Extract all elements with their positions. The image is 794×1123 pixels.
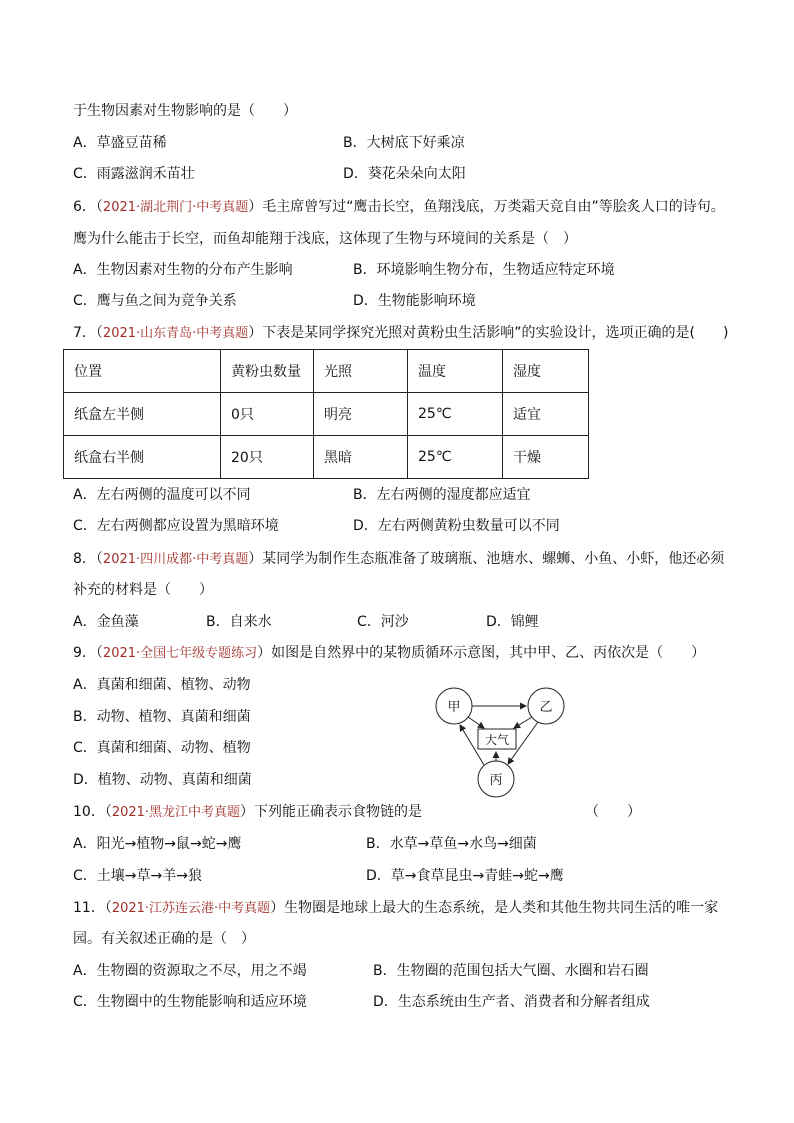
q9-option-d: D．植物、动物、真菌和细菌 <box>73 772 252 788</box>
q11-option-b: B．生物圈的范围包括大气圈、水圈和岩石圈 <box>373 963 649 979</box>
table-cell: 黑暗 <box>314 436 408 479</box>
q10-answer-blank: （ ） <box>585 804 641 820</box>
q8-option-a: A．金鱼藻 <box>73 614 139 630</box>
q11-stem-line2: 园。有关叙述正确的是（ ） <box>73 931 255 947</box>
q9-option-a: A．真菌和细菌、植物、动物 <box>73 677 251 693</box>
label-jia: 甲 <box>447 700 461 715</box>
q6-source: 2021·湖北荆门·中考真题 <box>102 200 249 215</box>
q8-source: 2021·四川成都·中考真题 <box>102 552 249 567</box>
q5-option-b: B．大树底下好乘凉 <box>343 135 465 151</box>
table-header-cell: 光照 <box>314 350 408 393</box>
q9-stem <box>73 643 705 664</box>
q5-option-a: A．草盛豆苗稀 <box>73 135 167 151</box>
table-header-cell: 湿度 <box>503 350 589 393</box>
q10-option-a: A．阳光→植物→鼠→蛇→鹰 <box>73 836 242 852</box>
label-bing: 丙 <box>489 773 503 788</box>
experiment-table <box>63 349 589 479</box>
q10-stem <box>73 802 422 823</box>
table-cell: 20只 <box>221 436 314 479</box>
q8-stem-line1 <box>73 549 724 570</box>
q11-option-a: A．生物圈的资源取之不尽，用之不竭 <box>73 963 307 979</box>
q5-stem: 于生物因素对生物影响的是（ ） <box>73 103 297 119</box>
q8-option-b: B．自来水 <box>206 614 272 630</box>
table-cell: 纸盒左半侧 <box>64 393 221 436</box>
q7-stem-text: ）下表是某同学探究光照对黄粉虫生活影响”的实验设计，选项正确的是( ) <box>248 325 729 341</box>
arrow-jia-to-atmosphere <box>468 717 484 728</box>
q10-option-c: C．土壤→草→羊→狼 <box>73 868 202 884</box>
q8-stem-text: ）某同学为制作生态瓶准备了玻璃瓶、池塘水、螺蛳、小鱼、小虾，他还必须 <box>248 551 725 567</box>
q9-stem-text: ）如图是自然界中的某物质循环示意图，其中甲、乙、丙依次是（ ） <box>257 645 706 661</box>
table-header-row <box>64 350 589 393</box>
q10-stem-text: ）下列能正确表示食物链的是 <box>240 804 423 820</box>
q6-option-d: D．生物能影响环境 <box>353 293 476 309</box>
arrow-yi-to-atmosphere <box>514 717 532 728</box>
q7-option-a: A．左右两侧的温度可以不同 <box>73 487 251 503</box>
table-cell: 0只 <box>221 393 314 436</box>
q7-source: 2021·山东青岛·中考真题 <box>102 326 249 341</box>
q11-stem-line1 <box>73 898 718 919</box>
q8-option-c: C．河沙 <box>357 614 409 630</box>
q10-source: 2021·黑龙江中考真题 <box>111 805 241 820</box>
q6-stem-text: ）毛主席曾写过“鹰击长空，鱼翔浅底，万类霜天竞自由”等脍炙人口的诗句。 <box>248 199 725 215</box>
q10-option-d: D．草→食草昆虫→青蛙→蛇→鹰 <box>366 868 564 884</box>
q9-source: 2021·全国七年级专题练习 <box>102 646 258 661</box>
q10-option-b: B．水草→草鱼→水鸟→细菌 <box>366 836 537 852</box>
q8-stem-line2: 补充的材料是（ ） <box>73 582 213 598</box>
q6-option-b: B．环境影响生物分布，生物适应特定环境 <box>353 262 615 278</box>
q9-number: 9．（ <box>73 645 103 661</box>
q11-option-c: C．生物圈中的生物能影响和适应环境 <box>73 994 307 1010</box>
q5-option-c: C．雨露滋润禾苗壮 <box>73 166 195 182</box>
q11-source: 2021·江苏连云港·中考真题 <box>111 901 271 916</box>
q7-option-c: C．左右两侧都应设置为黑暗环境 <box>73 518 279 534</box>
table-cell: 适宜 <box>503 393 589 436</box>
q6-stem-line1 <box>73 197 725 218</box>
table-cell: 25℃ <box>408 393 503 436</box>
q6-number: 6．（ <box>73 199 103 215</box>
table-cell: 干燥 <box>503 436 589 479</box>
table-cell: 25℃ <box>408 436 503 479</box>
q5-option-d: D．葵花朵朵向太阳 <box>343 166 466 182</box>
q11-stem-text: ）生物圈是地球上最大的生态系统，是人类和其他生物共同生活的唯一家 <box>270 900 719 916</box>
table-cell: 明亮 <box>314 393 408 436</box>
q8-number: 8．（ <box>73 551 103 567</box>
q11-option-d: D．生态系统由生产者、消费者和分解者组成 <box>373 994 650 1010</box>
q7-option-b: B．左右两侧的湿度都应适宜 <box>353 487 531 503</box>
q9-option-c: C．真菌和细菌、动物、植物 <box>73 740 251 756</box>
table-cell: 纸盒右半侧 <box>64 436 221 479</box>
material-cycle-diagram <box>420 680 580 805</box>
q10-number: 10．（ <box>73 804 112 820</box>
label-yi: 乙 <box>539 700 553 715</box>
q8-option-d: D．锦鲤 <box>486 614 539 630</box>
label-atmosphere: 大气 <box>484 733 510 747</box>
table-header-cell: 温度 <box>408 350 503 393</box>
table-row <box>64 393 589 436</box>
table-header-cell: 黄粉虫数量 <box>221 350 314 393</box>
q7-stem <box>73 323 728 344</box>
table-row <box>64 436 589 479</box>
q6-option-a: A．生物因素对生物的分布产生影响 <box>73 262 293 278</box>
q6-stem-line2: 鹰为什么能击于长空，而鱼却能翔于浅底，这体现了生物与环境间的关系是（ ） <box>73 231 577 247</box>
table-header-cell: 位置 <box>64 350 221 393</box>
q7-option-d: D．左右两侧黄粉虫数量可以不同 <box>353 518 560 534</box>
q7-number: 7．（ <box>73 325 103 341</box>
q11-number: 11．（ <box>73 900 112 916</box>
q6-option-c: C．鹰与鱼之间为竞争关系 <box>73 293 237 309</box>
q9-option-b: B．动物、植物、真菌和细菌 <box>73 709 251 725</box>
